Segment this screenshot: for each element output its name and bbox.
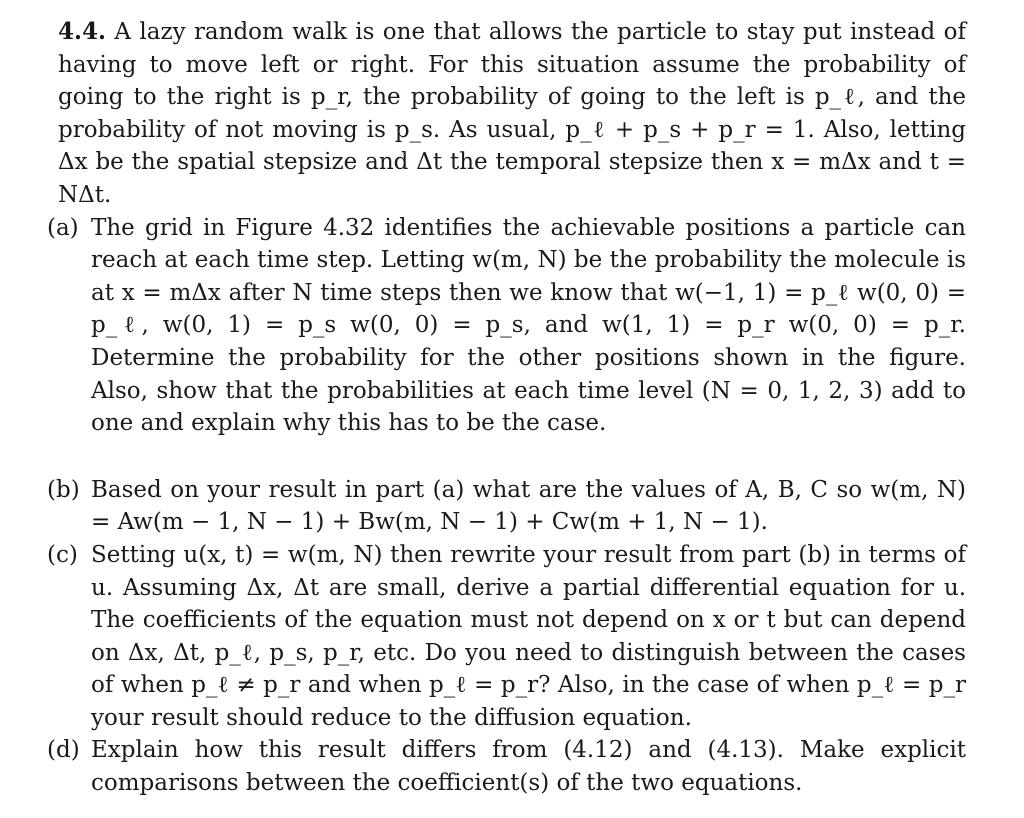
part-c — [47, 539, 966, 735]
problem-number: 4.4. — [58, 18, 107, 45]
part-d — [47, 734, 966, 799]
part-a — [47, 212, 966, 440]
part-b-text: Based on your result in part (a) what are the values of A, B, C so w(m, N) = Aw(m − 1, N − 1) + Bw(m, N − 1) + Cw(m + 1, N − 1). — [91, 476, 966, 536]
part-d-text: Explain how this result differs from (4.12) and (4.13). Make explicit comparisons between the coefficient(s) of the two equations. — [91, 737, 966, 797]
part-b-label: (b) — [47, 476, 80, 503]
part-a-label: (a) — [47, 214, 79, 241]
part-d-label: (d) — [47, 737, 80, 764]
part-c-label: (c) — [47, 541, 78, 568]
problem-intro: A lazy random walk is one that allows the particle to stay put instead of having to move left or right. For this situation assume the probability of going to the right is p_r, the probability of going to the left is p_ℓ, and the probability of not moving is p_s. As usual, p_ℓ + p_s + p_r = 1. Also, letting Δx be the spatial stepsize and Δt the temporal stepsize then x = mΔx and t = NΔt. — [58, 19, 966, 208]
part-b — [47, 474, 966, 539]
part-a-text: The grid in Figure 4.32 identifies the achievable positions a particle can reach at each time step. Letting w(m, N) be the probability the molecule is at x = mΔx after N time steps then we know that w(−1, 1) = p_ℓ w(0, 0) = p_ℓ, w(0, 1) = p_s w(0, 0) = p_s, and w(1, 1) = p_r w(0, 0) = p_r. Determine the probability for the other positions shown in the figure. Also, show that the probabilities at each time level (N = 0, 1, 2, 3) add to one and explain why this has to be the case. — [91, 214, 966, 437]
problem-statement — [58, 16, 966, 212]
part-c-text: Setting u(x, t) = w(m, N) then rewrite your result from part (b) in terms of u. Assuming Δx, Δt are small, derive a partial differential equation for u. The coefficients of the equation must not depend on x or t but can depend on Δx, Δt, p_ℓ, p_s, p_r, etc. Do you need to distinguish between the cases of when p_ℓ ≠ p_r and when p_ℓ = p_r? Also, in the case of when p_ℓ = p_r your result should reduce to the diffusion equation. — [91, 541, 966, 731]
